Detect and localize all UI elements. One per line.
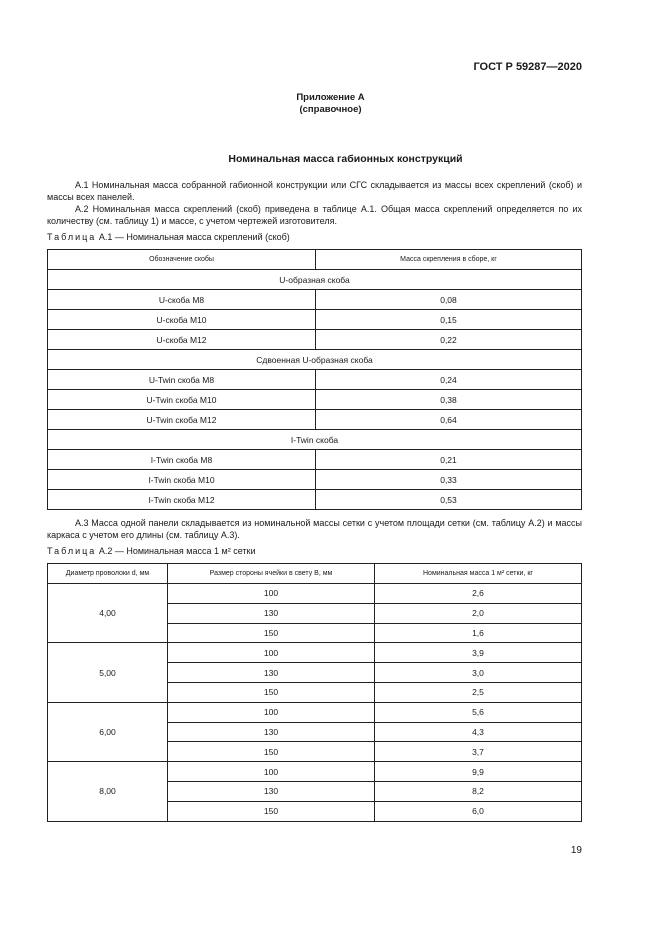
staple-mass: 0,33: [316, 470, 582, 490]
table1-row: [48, 450, 582, 470]
table1-row: [48, 490, 582, 510]
mesh-cell-size: 100: [168, 762, 375, 782]
staple-designation: U-скоба М12: [48, 330, 316, 350]
mesh-mass: 3,0: [375, 663, 582, 683]
table1-row: [48, 390, 582, 410]
staple-designation: U-скоба М8: [48, 290, 316, 310]
staple-mass: 0,64: [316, 410, 582, 430]
mesh-mass: 5,6: [375, 702, 582, 722]
mesh-mass: 2,0: [375, 603, 582, 623]
staple-designation: I-Twin скоба М10: [48, 470, 316, 490]
mesh-cell-size: 100: [168, 584, 375, 604]
annex-heading: [0, 92, 661, 116]
mesh-cell-size: 150: [168, 623, 375, 643]
wire-diameter: 8,00: [48, 762, 168, 821]
paragraph-a3: А.3 Масса одной панели складывается из номинальной массы сетки с учетом площади сетки (см. таблицу А.2) и массы каркаса с учетом его длины (см. таблицу А.3).: [47, 518, 582, 540]
table1-group-row: [48, 350, 582, 370]
staple-designation: I-Twin скоба М12: [48, 490, 316, 510]
table1-row: [48, 310, 582, 330]
table1-group-name: Сдвоенная U-образная скоба: [48, 350, 582, 370]
section-title: Номинальная масса габионных конструкций: [228, 153, 463, 165]
table2-header-cell-size: Размер стороны ячейки в свету B, мм: [168, 564, 375, 584]
mesh-mass: 1,6: [375, 623, 582, 643]
staple-designation: U-Twin скоба М8: [48, 370, 316, 390]
mesh-mass: 6,0: [375, 801, 582, 821]
staple-designation: U-Twin скоба М12: [48, 410, 316, 430]
mesh-cell-size: 130: [168, 603, 375, 623]
mesh-mass: 8,2: [375, 781, 582, 801]
staple-designation: I-Twin скоба М8: [48, 450, 316, 470]
table1-group-name: I-Twin скоба: [48, 430, 582, 450]
wire-diameter: 6,00: [48, 702, 168, 761]
table1-caption: Таблица А.1 — Номинальная масса скреплений (скоб): [47, 232, 290, 242]
staple-mass: 0,38: [316, 390, 582, 410]
wire-diameter: 4,00: [48, 584, 168, 643]
table1-row: [48, 330, 582, 350]
table2-header-mass: Номинальная масса 1 м² сетки, кг: [375, 564, 582, 584]
mesh-cell-size: 130: [168, 722, 375, 742]
mesh-cell-size: 130: [168, 663, 375, 683]
table1-header-mass: Масса скрепления в сборе, кг: [316, 250, 582, 270]
table2-row: [48, 584, 582, 604]
table1-group-row: [48, 430, 582, 450]
staple-mass: 0,15: [316, 310, 582, 330]
mesh-mass: 2,6: [375, 584, 582, 604]
annex-title: Приложение А: [296, 92, 365, 103]
table1-group-name: U-образная скоба: [48, 270, 582, 290]
table2-row: [48, 643, 582, 663]
mesh-mass: 3,9: [375, 643, 582, 663]
annex-subtitle: (справочное): [299, 104, 362, 115]
staple-mass: 0,21: [316, 450, 582, 470]
table1-row: [48, 370, 582, 390]
table-staple-mass: [47, 249, 582, 510]
mesh-cell-size: 100: [168, 702, 375, 722]
table1-row: [48, 290, 582, 310]
mesh-cell-size: 150: [168, 742, 375, 762]
table2-row: [48, 762, 582, 782]
table2-row: [48, 702, 582, 722]
mesh-mass: 3,7: [375, 742, 582, 762]
paragraph-a2: А.2 Номинальная масса скреплений (скоб) приведена в таблице А.1. Общая масса скреплений определяется по их количеству (см. таблицу 1) и массе, с учетом чертежей изготовителя.: [47, 204, 582, 226]
staple-mass: 0,53: [316, 490, 582, 510]
table1-row: [48, 470, 582, 490]
staple-mass: 0,08: [316, 290, 582, 310]
table-mesh-mass: [47, 563, 582, 822]
table2-caption: Таблица А.2 — Номинальная масса 1 м² сетки: [47, 546, 256, 556]
mesh-cell-size: 150: [168, 801, 375, 821]
page-number: 19: [570, 845, 582, 856]
standard-code: ГОСТ Р 59287—2020: [473, 61, 582, 73]
staple-designation: U-Twin скоба М10: [48, 390, 316, 410]
mesh-mass: 2,5: [375, 682, 582, 702]
mesh-cell-size: 130: [168, 781, 375, 801]
staple-mass: 0,24: [316, 370, 582, 390]
table1-row: [48, 410, 582, 430]
table1-group-row: [48, 270, 582, 290]
mesh-cell-size: 100: [168, 643, 375, 663]
paragraph-a1: А.1 Номинальная масса собранной габионной конструкции или СГС складывается из массы всех скреплений (скоб) и массы всех панелей.: [47, 180, 582, 202]
staple-designation: U-скоба М10: [48, 310, 316, 330]
mesh-cell-size: 150: [168, 682, 375, 702]
mesh-mass: 4,3: [375, 722, 582, 742]
mesh-mass: 9,9: [375, 762, 582, 782]
table2-header-diameter: Диаметр проволоки d, мм: [48, 564, 168, 584]
table1-header-designation: Обозначение скобы: [48, 250, 316, 270]
wire-diameter: 5,00: [48, 643, 168, 702]
staple-mass: 0,22: [316, 330, 582, 350]
